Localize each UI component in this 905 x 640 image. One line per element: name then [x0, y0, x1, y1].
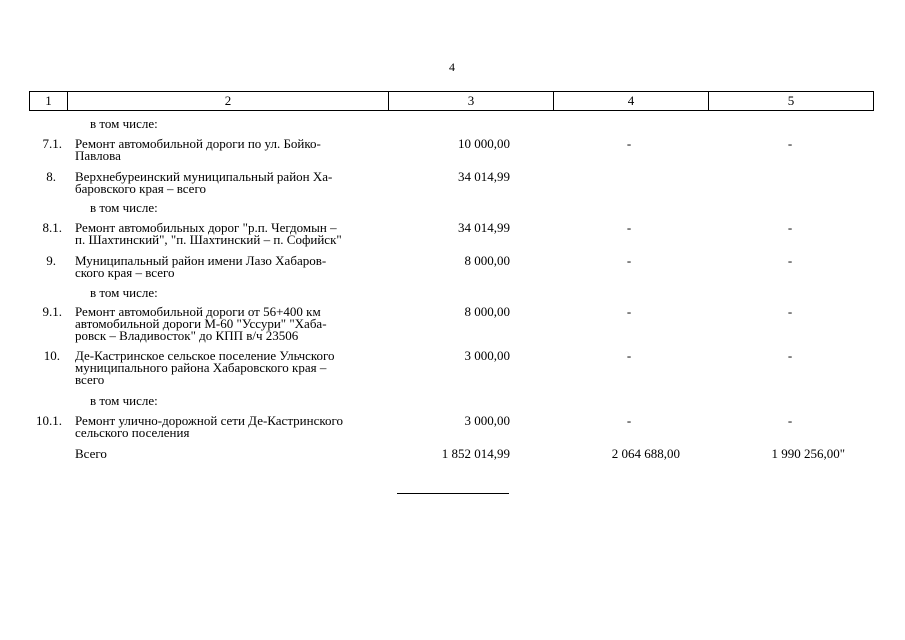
- row-value-col3: 8 000,00: [464, 304, 510, 319]
- header-col-1: 1: [30, 92, 68, 111]
- total-col3: 1 852 014,99: [441, 446, 510, 461]
- row-name-line: Ремонт улично-дорожной сети Де-Кастринского: [75, 413, 344, 428]
- row-name-line: муниципального района Хабаровского края –: [75, 360, 327, 375]
- row-value-col3: 8 000,00: [464, 253, 510, 268]
- row-value-col5: -: [787, 413, 793, 428]
- total-label: Всего: [75, 446, 107, 461]
- row-value-col5: -: [787, 304, 793, 319]
- row-value-col4: -: [626, 348, 632, 363]
- row-name-line: всего: [75, 372, 105, 387]
- row-name-line: п. Шахтинский", "п. Шахтинский – п. Софийск": [75, 232, 342, 247]
- row-name-line: ровск – Владивосток" до КПП в/ч 23506: [75, 328, 299, 343]
- row-value-col4: -: [626, 220, 632, 235]
- row-number: 9.: [46, 253, 56, 268]
- row-name-line: Ремонт автомобильной дороги по ул. Бойко-: [75, 136, 321, 151]
- row-number: 9.1.: [42, 304, 62, 319]
- row-name-line: баровского края – всего: [75, 181, 206, 196]
- row-number: 8.: [46, 169, 56, 184]
- page-number: 4: [449, 60, 455, 74]
- row-value-col3: 34 014,99: [458, 220, 510, 235]
- row-number: 8.1.: [42, 220, 62, 235]
- row-name-line: автомобильной дороги М-60 "Уссури" "Хаба-: [75, 316, 327, 331]
- header-col-4: 4: [554, 92, 709, 111]
- row-value-col4: -: [626, 304, 632, 319]
- row-name-line: Де-Кастринское сельское поселение Ульчского: [75, 348, 335, 363]
- row-value-col3: 34 014,99: [458, 169, 510, 184]
- subtitle-including: в том числе:: [90, 285, 158, 300]
- end-divider-line: [397, 493, 509, 494]
- row-value-col5: -: [787, 253, 793, 268]
- row-name-line: ского края – всего: [75, 265, 175, 280]
- header-col-5: 5: [709, 92, 874, 111]
- row-name-line: Муниципальный район имени Лазо Хабаров-: [75, 253, 327, 268]
- row-value-col3: 3 000,00: [464, 348, 510, 363]
- row-number: 10.1.: [36, 413, 62, 428]
- row-name-line: Павлова: [75, 148, 121, 163]
- row-value-col4: -: [626, 413, 632, 428]
- row-value-col4: -: [626, 253, 632, 268]
- header-col-2: 2: [68, 92, 389, 111]
- subtitle-including: в том числе:: [90, 116, 158, 131]
- row-value-col5: -: [787, 348, 793, 363]
- total-col5: 1 990 256,00": [771, 446, 845, 461]
- row-name-line: Верхнебуреинский муниципальный район Ха-: [75, 169, 333, 184]
- header-col-3: 3: [389, 92, 554, 111]
- row-value-col3: 3 000,00: [464, 413, 510, 428]
- row-name-line: сельского поселения: [75, 425, 190, 440]
- row-number: 10.: [43, 348, 60, 363]
- row-value-col5: -: [787, 136, 793, 151]
- subtitle-including: в том числе:: [90, 393, 158, 408]
- row-value-col4: -: [626, 136, 632, 151]
- row-value-col3: 10 000,00: [458, 136, 510, 151]
- row-name-line: Ремонт автомобильной дороги от 56+400 км: [75, 304, 321, 319]
- row-value-col5: -: [787, 220, 793, 235]
- row-number: 7.1.: [42, 136, 62, 151]
- row-name-line: Ремонт автомобильных дорог "р.п. Чегдомын –: [75, 220, 337, 235]
- subtitle-including: в том числе:: [90, 200, 158, 215]
- total-col4: 2 064 688,00: [611, 446, 680, 461]
